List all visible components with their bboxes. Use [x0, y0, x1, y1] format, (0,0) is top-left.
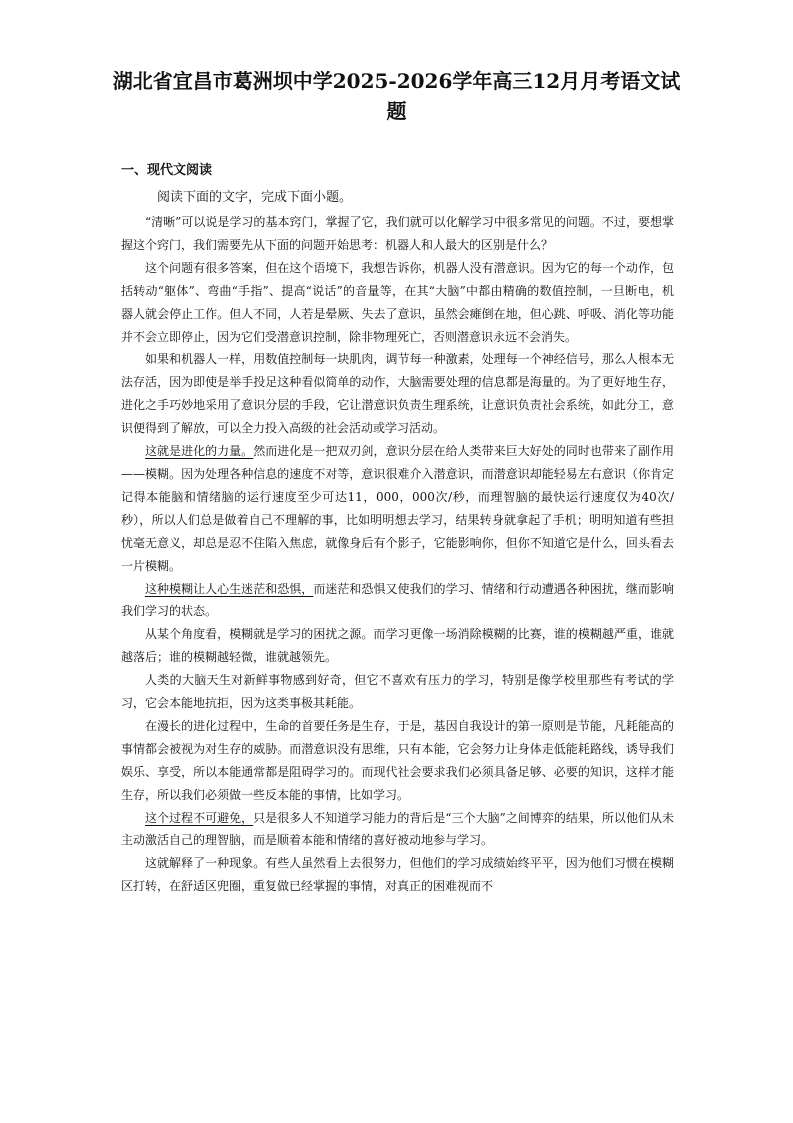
passage-paragraph: 如果和机器人一样，用数值控制每一块肌肉，调节每一种激素，处理每一个神经信号，那么人根本无法存活，因为即使是举手投足这种看似简单的动作，大脑需要处理的信息都是海量的。为了更好地生存，进化之手巧妙地采用了意识分层的手段，它让潜意识负责生理系统，让意识负责社会系统，如此分工，意识便得到了解放，可以全力投入高级的社会活动或学习活动。	[121, 352, 674, 436]
passage-paragraph: 这个问题有很多答案，但在这个语境下，我想告诉你，机器人没有潜意识。因为它的每一个动作，包括转动“躯体”、弯曲“手指”、提高“说话”的音量等，在其“大脑”中都由精确的数值控制，一旦断电，机器人就会停止工作。但人不同，人若是晕厥、失去了意识，虽然会瘫倒在地，但心跳、呼吸、消化等功能并不会立即停止，因为它们受潜意识控制，除非物理死亡，否则潜意识永远不会消失。	[121, 260, 674, 344]
passage-paragraph: 人类的大脑天生对新鲜事物感到好奇，但它不喜欢有压力的学习，特别是像学校里那些有考试的学习，它会本能地抗拒，因为这类事极其耗能。	[121, 673, 674, 711]
passage-paragraph: 这种模糊让人心生迷茫和恐惧，而迷茫和恐惧又使我们的学习、情绪和行动遭遇各种困扰，继而影响我们学习的状态。	[121, 581, 674, 619]
underlined-sentence: 这就是进化的力量。	[145, 444, 254, 459]
passage-paragraph: 这个过程不可避免，只是很多人不知道学习能力的背后是“三个大脑”之间博弈的结果，所以他们从未主动激活自己的理智脑，而是顺着本能和情绪的喜好被动地参与学习。	[121, 810, 674, 848]
passage-paragraph: 从某个角度看，模糊就是学习的困扰之源。而学习更像一场消除模糊的比赛，谁的模糊越严重，谁就越落后；谁的模糊越轻微，谁就越领先。	[121, 627, 674, 665]
passage-paragraph: 这就解释了一种现象。有些人虽然看上去很努力，但他们的学习成绩始终平平，因为他们习惯在模糊区打转，在舒适区兜圈，重复做已经掌握的事情，对真正的困难视而不	[121, 856, 674, 894]
reading-instruction: 阅读下面的文字，完成下面小题。	[157, 190, 353, 205]
underlined-sentence: 这种模糊让人心生迷茫和恐惧，	[145, 581, 314, 596]
reading-passage	[121, 211, 674, 898]
section-heading: 一、现代文阅读	[121, 163, 213, 178]
passage-paragraph: “清晰”可以说是学习的基本窍门，掌握了它，我们就可以化解学习中很多常见的问题。不过，要想掌握这个窍门，我们需要先从下面的问题开始思考：机器人和人最大的区别是什么？	[121, 215, 674, 252]
passage-paragraph: 这就是进化的力量。然而进化是一把双刃剑，意识分层在给人类带来巨大好处的同时也带来了副作用——模糊。因为处理各种信息的速度不对等，意识很难介入潜意识，而潜意识却能轻易左右意识（你肯定记得本能脑和情绪脑的运行速度至少可达11，000，000次/秒，而理智脑的最快运行速度仅为40次/秒），所以人们总是做着自己不理解的事，比如明明想去学习，结果转身就拿起了手机；明明知道有些担忧毫无意义，却总是忍不住陷入焦虑，就像身后有个影子，它能影响你，但你不知道它是什么，回头看去一片模糊。	[121, 444, 674, 573]
underlined-sentence: 这个过程不可避免，	[145, 810, 254, 825]
document-title: 湖北省宜昌市葛洲坝中学2025-2026学年高三12月月考语文试题	[112, 69, 681, 123]
passage-paragraph: 在漫长的进化过程中，生命的首要任务是生存，于是，基因自我设计的第一原则是节能，凡耗能高的事情都会被视为对生存的威胁。而潜意识没有思维，只有本能，它会努力让身体走低能耗路线，诱导我们娱乐、享受，所以本能通常都是阻碍学习的。而现代社会要求我们必须具备足够、必要的知识，这样才能生存，所以我们必须做一些反本能的事情，比如学习。	[121, 718, 674, 802]
